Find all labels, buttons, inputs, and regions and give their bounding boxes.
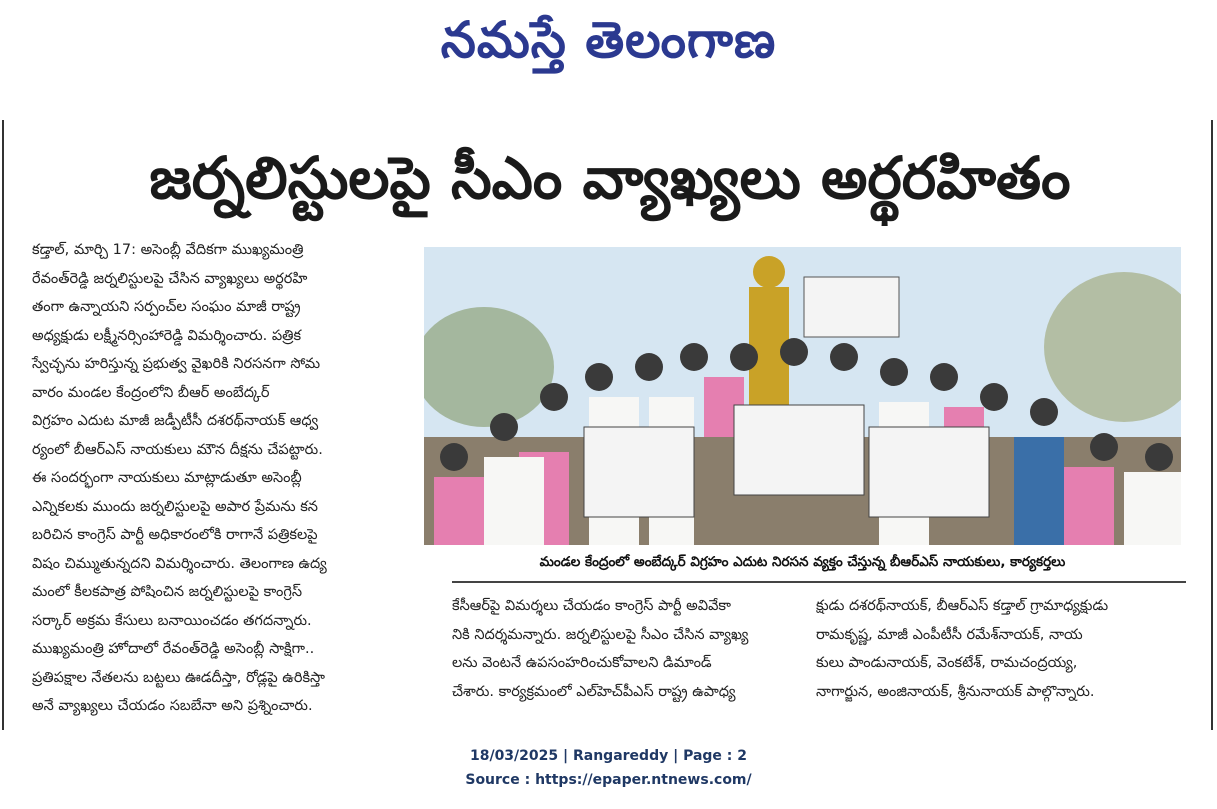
article-column-2: [452, 592, 790, 706]
article-line: ర్యంలో బీఆర్‌ఎస్ నాయకులు మౌన దీక్షను చేపట్టారు.: [32, 441, 323, 458]
left-border-rule: [2, 120, 4, 730]
article-column-3: [816, 592, 1186, 706]
article-line: అనే వ్యాఖ్యలు చేయడం సబబేనా అని ప్రశ్నించారు.: [32, 698, 313, 714]
right-border-rule: [1211, 120, 1213, 730]
photo-caption: మండల కేంద్రంలో అంబేద్కర్ విగ్రహం ఎదుట నిరసన వ్యక్తం చేస్తున్న బీఆర్‌ఎస్ నాయకులు, కార్యకర్తలు: [539, 554, 1066, 570]
article-line: ఎన్నికలకు ముందు జర్నలిస్టులపై అపార ప్రేమను కన: [32, 498, 318, 515]
article-column-1: [32, 236, 406, 721]
article-line: స్వేచ్ఛను హరిస్తున్న ప్రభుత్వ వైఖరికి నిరసనగా సోమ: [32, 356, 321, 372]
masthead-logo: నమస్తే తెలంగాణ: [440, 11, 777, 69]
article-line: చేశారు. కార్యక్రమంలో ఎల్‌హెచ్‌పీఎస్ రాష్ట్ర ఉపాధ్య: [452, 683, 736, 700]
protest-photo-illustration: [424, 247, 1181, 545]
article-line: క్షుడు దశరథ్‌నాయక్, బీఆర్‌ఎస్ కడ్తాల్ గ్రామాధ్యక్షుడు: [816, 598, 1109, 614]
article-line: కులు పాండునాయక్, వెంకటేశ్, రామచంద్రయ్య,: [816, 655, 1078, 671]
article-line: లను వెంటనే ఉపసంహరించుకోవాలని డిమాండ్: [452, 655, 712, 671]
article-line: మంలో కీలకపాత్ర పోషించిన జర్నలిస్టులపై కాంగ్రెస్: [32, 584, 303, 600]
article-line: నాగార్జున, అంజినాయక్, శ్రీనునాయక్ పాల్గొన్నారు.: [816, 683, 1095, 700]
article-line: రేవంత్‌రెడ్డి జర్నలిస్టులపై చేసిన వ్యాఖ్యలు అర్థరహి: [32, 270, 308, 287]
article-line: ముఖ్యమంత్రి హోదాలో రేవంత్‌రెడ్డి అసెంబ్లీ సాక్షిగా..: [32, 641, 315, 657]
article-line: విషం చిమ్ముతున్నదని విమర్శించారు. తెలంగాణ ఉద్య: [32, 555, 327, 572]
article-line: అధ్యక్షుడు లక్ష్మీనర్సింహారెడ్డి విమర్శించారు. పత్రిక: [32, 327, 302, 344]
page-footer: [0, 744, 1217, 792]
article-line: ఈ సందర్భంగా నాయకులు మాట్లాడుతూ అసెంబ్లీ: [32, 470, 302, 486]
article-line: విగ్రహం ఎదుట మాజీ జడ్పీటీసీ దశరథ్‌నాయక్ ఆధ్వ: [32, 413, 319, 429]
article-line: సర్కార్ అక్రమ కేసులు బనాయించడం తగదన్నారు.: [32, 612, 312, 629]
article-line: బరిచిన కాంగ్రెస్ పార్టీ అధికారంలోకి రాగానే పత్రికలపై: [32, 527, 318, 543]
article-line: వారం మండల కేంద్రంలోని బీఆర్ అంబేద్కర్: [32, 384, 270, 401]
article-line: రామకృష్ణ, మాజీ ఎంపీటీసీ రమేశ్‌నాయక్, నాయ: [816, 626, 1083, 643]
source-link[interactable]: Source : https://epaper.ntnews.com/: [465, 772, 752, 788]
article-line: కేసీఆర్‌పై విమర్శలు చేయడం కాంగ్రెస్ పార్టీ అవివేకా: [452, 598, 731, 614]
caption-divider: [452, 581, 1186, 583]
article-line: తంగా ఉన్నాయని సర్పంచ్‌ల సంఘం మాజీ రాష్ట్ర: [32, 299, 301, 315]
article-headline: జర్నలిస్టులపై సీఎం వ్యాఖ్యలు అర్థరహితం: [149, 144, 1071, 212]
article-line: కడ్తాల్, మార్చి 17: అసెంబ్లీ వేదికగా ముఖ్యమంత్రి: [32, 242, 304, 258]
news-photo: [424, 247, 1181, 545]
article-line: నికి నిదర్శమన్నారు. జర్నలిస్టులపై సీఎం చేసిన వ్యాఖ్య: [452, 626, 749, 643]
edition-info: 18/03/2025 | Rangareddy | Page : 2: [469, 748, 748, 764]
article-line: ప్రతిపక్షాల నేతలను బట్టలు ఊడదీస్తా, రోడ్లపై ఉరికిస్తా: [32, 669, 325, 686]
